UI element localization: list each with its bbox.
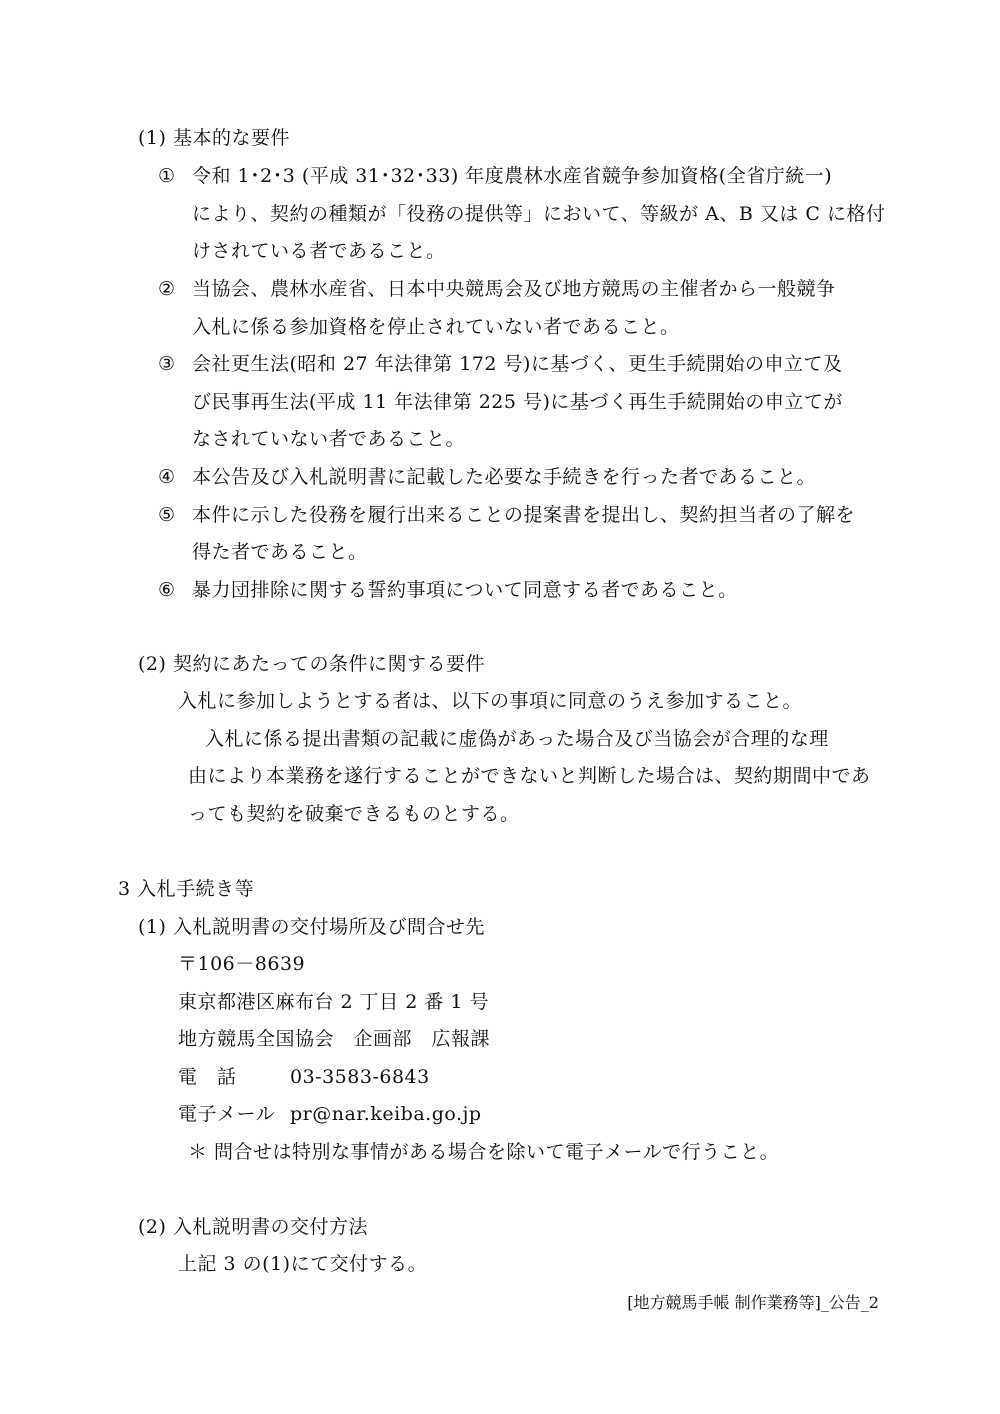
item-2-line-2: 入札に係る参加資格を停止されていない者であること。: [192, 316, 680, 338]
item-3-line-1: 会社更生法(昭和 27 年法律第 172 号)に基づく、更生手続開始の申立て及: [192, 353, 843, 375]
item-2-marker: ②: [158, 278, 176, 300]
section-2-paragraph-2-line-2: 由により本業務を遂行することができないと判断した場合は、契約期間中であ: [188, 765, 871, 787]
email-address: pr@nar.keiba.go.jp: [290, 1103, 482, 1125]
item-4-marker: ④: [158, 466, 176, 488]
item-1-line-3: けされている者であること。: [192, 240, 446, 262]
organization: 地方競馬全国協会 企画部 広報課: [178, 1028, 491, 1050]
item-6-marker: ⑥: [158, 579, 176, 601]
item-5-marker: ⑤: [158, 504, 176, 526]
section-2-paragraph-1: 入札に参加しようとする者は、以下の事項に同意のうえ参加すること。: [178, 690, 803, 712]
item-3-line-2: び民事再生法(平成 11 年法律第 225 号)に基づく再生手続開始の申立てが: [192, 391, 843, 413]
item-1-line-1: 令和 1･2･3 (平成 31･32･33) 年度農林水産省競争参加資格(全省庁統一): [192, 165, 833, 187]
phone-number: 03-3583-6843: [290, 1066, 430, 1088]
section-3-heading: 3 入札手続き等: [118, 878, 255, 900]
section-2-heading: (2) 契約にあたっての条件に関する要件: [138, 653, 485, 675]
inquiry-note: ＊ 問合せは特別な事情がある場合を除いて電子メールで行うこと。: [188, 1141, 780, 1163]
item-1-line-2: により、契約の種類が「役務の提供等」において、等級が A、B 又は C に格付: [192, 203, 886, 225]
item-1-marker: ①: [158, 165, 176, 187]
section-3-2-text: 上記 3 の(1)にて交付する。: [178, 1253, 428, 1275]
item-4-line-1: 本公告及び入札説明書に記載した必要な手続きを行った者であること。: [192, 466, 817, 488]
item-5-line-2: 得た者であること。: [192, 541, 368, 563]
item-2-line-1: 当協会、農林水産省、日本中央競馬会及び地方競馬の主催者から一般競争: [192, 278, 836, 300]
section-3-2-heading: (2) 入札説明書の交付方法: [138, 1216, 368, 1238]
phone-label: 電 話: [178, 1066, 237, 1088]
section-1-heading: (1) 基本的な要件: [138, 127, 290, 149]
address: 東京都港区麻布台 2 丁目 2 番 1 号: [178, 991, 490, 1013]
section-2-paragraph-2-line-1: 入札に係る提出書類の記載に虚偽があった場合及び当協会が合理的な理: [205, 728, 829, 750]
section-3-1-heading: (1) 入札説明書の交付場所及び問合せ先: [138, 916, 485, 938]
email-label: 電子メール: [178, 1103, 276, 1125]
item-3-line-3: なされていない者であること。: [192, 428, 466, 450]
section-2-paragraph-2-line-3: っても契約を破棄できるものとする。: [188, 803, 520, 825]
page-footer: [地方競馬手帳 制作業務等]_公告_2: [627, 1293, 879, 1312]
item-5-line-1: 本件に示した役務を履行出来ることの提案書を提出し、契約担当者の了解を: [192, 504, 856, 526]
postal-code: 〒106－8639: [178, 953, 306, 975]
item-3-marker: ③: [158, 353, 176, 375]
item-6-line-1: 暴力団排除に関する誓約事項について同意する者であること。: [192, 579, 738, 601]
